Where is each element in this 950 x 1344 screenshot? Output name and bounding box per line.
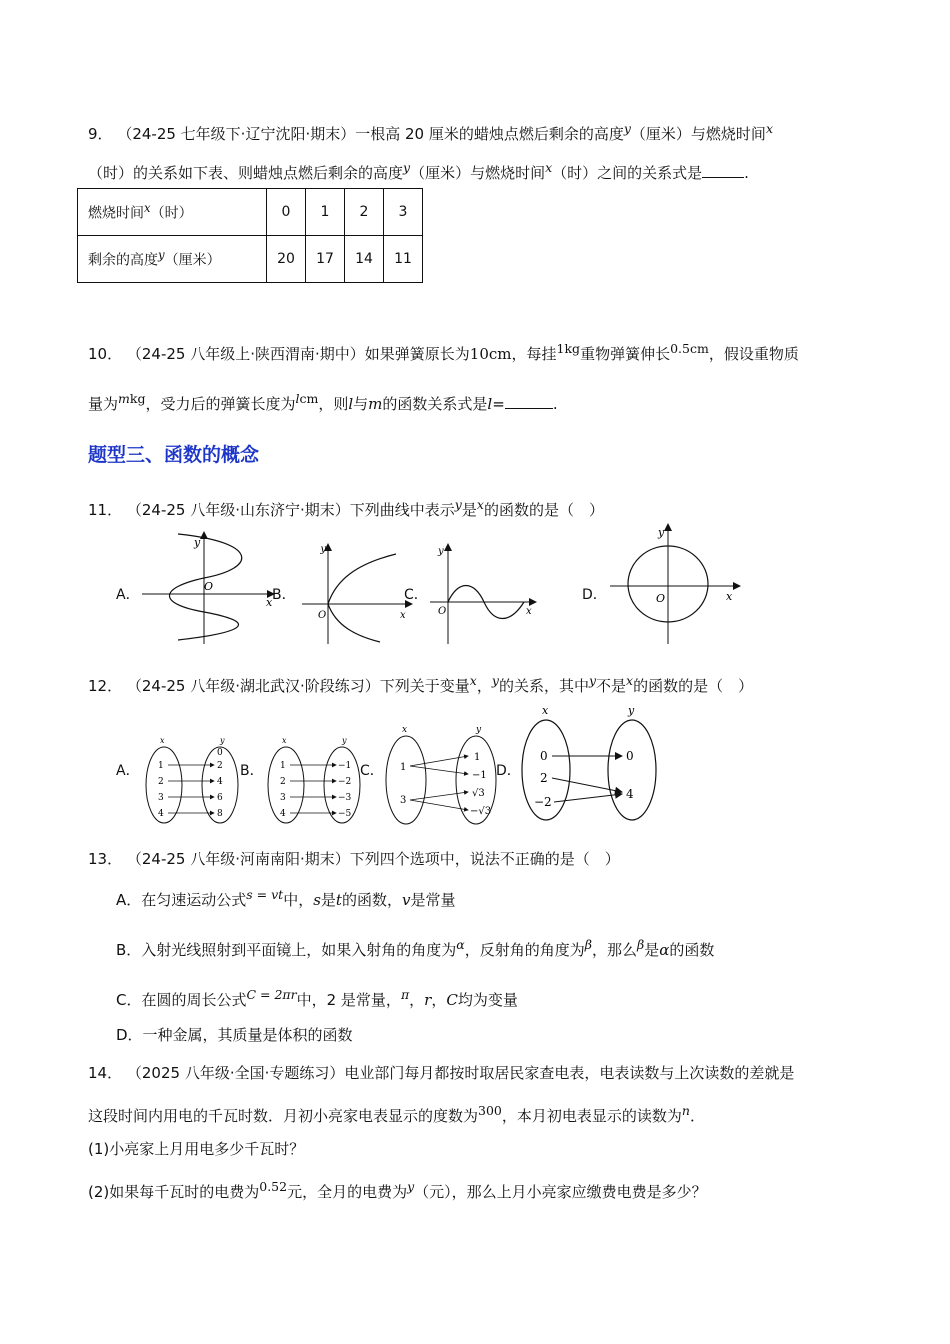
svg-text:−√3: −√3	[470, 806, 492, 817]
svg-text:2: 2	[280, 777, 286, 787]
svg-text:8: 8	[217, 809, 223, 819]
q12-text-c: 的关系，其中	[498, 677, 589, 695]
q9-line2-var-y: y	[403, 160, 411, 175]
origin-label: O	[204, 580, 214, 593]
q9-table	[77, 188, 423, 283]
svg-text:0: 0	[217, 748, 223, 758]
q10-source: （24-25 八年级上·陕西渭南·期中）	[126, 345, 365, 363]
q13-number: 13．	[88, 850, 123, 868]
q10-answer-blank[interactable]	[505, 394, 553, 409]
q10-text-b: ，每挂	[511, 345, 557, 363]
q10-var-m: m	[118, 391, 130, 406]
x-set-label: x	[402, 725, 408, 735]
q9-time-0: 0	[267, 189, 306, 236]
q11-option-d[interactable]: D．	[582, 587, 607, 603]
q9-height-2: 14	[345, 236, 384, 283]
q12-mapping-d	[518, 702, 658, 824]
q12-option-c[interactable]: C．	[360, 763, 384, 779]
svg-text:6: 6	[217, 793, 223, 803]
q11-graph-c	[428, 540, 542, 646]
q14-text-2b: ，本月初电表显示的读数为	[501, 1107, 682, 1125]
q12-text-e: 的函数的是（ ）	[633, 677, 754, 695]
svg-text:1: 1	[400, 762, 407, 773]
q9-time-1: 1	[306, 189, 345, 236]
q11-text-a: 下列曲线中表示	[349, 501, 455, 519]
x-set-label: x	[542, 704, 549, 717]
q10-text-g: ，则	[318, 395, 349, 413]
q12-line	[88, 670, 753, 697]
q12-option-b[interactable]: B．	[240, 763, 264, 779]
q12-option-d[interactable]: D．	[496, 763, 521, 779]
q14-line2	[88, 1100, 705, 1127]
q9-time-2: 2	[345, 189, 384, 236]
q11-option-a[interactable]: A．	[116, 587, 140, 603]
q12-var-x: x	[469, 673, 477, 688]
q12-text-b: ，	[476, 677, 492, 695]
q12-var-y2: y	[588, 673, 597, 688]
q13-option-a[interactable]: A．在匀速运动公式$^{s = vt}$中，s是t的函数，v是常量	[116, 887, 456, 909]
svg-text:3: 3	[158, 793, 164, 803]
q12-source: （24-25 八年级·湖北武汉·阶段练习）	[126, 677, 380, 695]
q11-var-x: x	[476, 497, 484, 512]
svg-text:4: 4	[280, 809, 286, 819]
q14-sub2-c: （元），那么上月小亮家应缴费电费是多少？	[414, 1183, 707, 1201]
q11-option-c[interactable]: C．	[404, 587, 428, 603]
table-row	[78, 189, 423, 236]
q10-var-l3: l	[487, 395, 493, 413]
origin-label: O	[318, 610, 327, 621]
q10-extension: 0.5cm	[670, 341, 709, 356]
y-set-label: y	[342, 736, 347, 745]
q14-sub1: (1)小亮家上月用电多少千瓦时？	[88, 1140, 305, 1158]
q11-graph-d	[606, 520, 746, 646]
q13-option-c[interactable]: C．在圆的周长公式$^{C = 2\pi r}$中，2 是常量，$^\pi$，r，C均为变量	[116, 987, 518, 1009]
q9-row1-label: 燃烧时间$^x$（时）	[78, 189, 267, 236]
y-label: y	[438, 546, 444, 557]
origin-label: O	[438, 606, 447, 617]
svg-text:0: 0	[626, 749, 634, 763]
q10-text-i: 的函数关系式是	[382, 395, 488, 413]
q11-source: （24-25 八年级·山东济宁·期末）	[126, 501, 350, 519]
q10-period: .	[552, 395, 558, 413]
q14-text-2a: 这段时间内用电的千瓦时数．月初小亮家电表显示的度数为	[88, 1107, 479, 1125]
q9-var-x: x	[765, 121, 773, 136]
q10-text-e: 量为	[88, 395, 119, 413]
svg-text:3: 3	[400, 795, 407, 806]
y-label: y	[194, 536, 201, 549]
q9-line2-var-x: x	[545, 160, 553, 175]
origin-label: O	[656, 592, 666, 605]
q9-line1	[88, 118, 773, 145]
svg-text:2: 2	[217, 761, 223, 771]
y-label: y	[320, 544, 326, 555]
q14-price: 0.52	[259, 1179, 288, 1194]
q11-graph-b	[296, 540, 416, 646]
q10-mass: 1kg	[556, 341, 581, 356]
q9-period: .	[744, 164, 749, 182]
q12-text-d: 不是	[596, 677, 627, 695]
q9-source: （24-25 七年级下·辽宁沈阳·期末）	[117, 125, 356, 143]
svg-text:1: 1	[474, 752, 481, 763]
q14-sub2	[88, 1176, 707, 1203]
q11-text-c: 的函数的是（ ）	[483, 501, 604, 519]
q10-line2	[88, 388, 558, 415]
svg-text:3: 3	[280, 793, 286, 803]
q9-answer-blank[interactable]	[702, 163, 744, 178]
svg-text:√3: √3	[472, 788, 485, 799]
q10-var-m2: m	[368, 395, 383, 413]
x-label: x	[266, 596, 273, 609]
q10-text-a: 如果弹簧原长为	[364, 345, 470, 363]
q9-text-unit: （厘米）与燃烧时间	[630, 125, 766, 143]
table-row	[78, 236, 423, 283]
q9-line2-b: （厘米）与燃烧时间	[410, 164, 546, 182]
q10-text-c: 重物弹簧伸长	[580, 345, 671, 363]
q12-mapping-b	[262, 735, 362, 827]
q9-height-3: 11	[384, 236, 423, 283]
q14-var-y: y	[407, 1179, 415, 1194]
q12-mapping-c	[382, 722, 498, 828]
q14-var-n: n	[681, 1103, 690, 1118]
q9-height-1: 17	[306, 236, 345, 283]
svg-text:−2: −2	[338, 777, 352, 787]
svg-text:−1: −1	[338, 761, 352, 771]
q13-option-d[interactable]: D．一种金属，其质量是体积的函数	[116, 1026, 353, 1044]
q11-line	[88, 494, 604, 521]
x-label: x	[526, 606, 532, 617]
svg-text:−2: −2	[534, 795, 552, 809]
q10-unit-cm: cm	[299, 391, 319, 406]
svg-text:−3: −3	[338, 793, 352, 803]
q12-mapping-a	[140, 735, 240, 827]
y-set-label: y	[476, 725, 482, 735]
q13-source: （24-25 八年级·河南南阳·期末）	[126, 850, 350, 868]
q12-var-x2: x	[626, 673, 634, 688]
y-set-label: y	[628, 704, 635, 717]
x-label: x	[400, 610, 406, 621]
q11-graph-a	[138, 528, 280, 646]
q9-line2-c: （时）之间的关系式是	[552, 164, 703, 182]
q14-reading: 300	[478, 1103, 502, 1118]
q10-text-d: ，假设重物质	[708, 345, 799, 363]
q10-number: 10．	[88, 345, 123, 363]
section-heading: 题型三、函数的概念	[88, 444, 260, 466]
svg-text:1: 1	[280, 761, 286, 771]
x-label: x	[726, 590, 733, 603]
svg-text:2: 2	[540, 771, 548, 785]
q9-text: 一根高 20 厘米的蜡烛点燃后剩余的高度	[355, 125, 624, 143]
q9-time-3: 3	[384, 189, 423, 236]
svg-text:−5: −5	[338, 809, 352, 819]
q14-period: ．	[689, 1107, 705, 1125]
svg-text:2: 2	[158, 777, 164, 787]
q10-text-h: 与	[353, 395, 369, 413]
q14-sub2-a: (2)如果每千瓦时的电费为	[88, 1183, 260, 1201]
q12-var-y: y	[491, 673, 499, 688]
svg-text:4: 4	[217, 777, 223, 787]
q13-option-b[interactable]: B．入射光线照射到平面镜上，如果入射角的角度为$^\alpha$，反射角的角度为$^\beta$，那么$^\beta$是α的函数	[116, 937, 715, 959]
svg-text:0: 0	[540, 749, 548, 763]
q10-line1	[88, 338, 799, 365]
q9-line2	[88, 157, 749, 184]
q14-number: 14．	[88, 1064, 123, 1082]
q13-text: 下列四个选项中，说法不正确的是（ ）	[349, 850, 620, 868]
q10-var-l: l	[295, 391, 300, 406]
q10-var-l2: l	[348, 395, 354, 413]
q11-var-y: y	[454, 497, 462, 512]
q12-number: 12．	[88, 677, 123, 695]
x-set-label: x	[282, 736, 287, 745]
svg-text:4: 4	[158, 809, 164, 819]
q9-var-y: y	[623, 121, 631, 136]
q14-sub2-b: 元，全月的电费为	[287, 1183, 408, 1201]
q9-height-0: 20	[267, 236, 306, 283]
x-set-label: x	[160, 736, 165, 745]
q14-text-1: 电业部门每月都按时取居民家查电表，电表读数与上次读数的差就是	[344, 1064, 795, 1082]
q11-option-b[interactable]: B．	[272, 587, 296, 603]
q10-text-f: ，受力后的弹簧长度为	[145, 395, 296, 413]
q12-option-a[interactable]: A．	[116, 763, 140, 779]
svg-text:4: 4	[626, 787, 634, 801]
svg-text:−1: −1	[472, 770, 487, 781]
q9-line2-a: （时）的关系如下表、则蜡烛点燃后剩余的高度	[88, 164, 404, 182]
y-label: y	[658, 526, 665, 539]
q12-text-a: 下列关于变量	[379, 677, 470, 695]
y-set-label: y	[220, 736, 225, 745]
q13-line	[88, 848, 620, 870]
q10-length: 10cm	[469, 345, 512, 363]
q14-line1	[88, 1062, 794, 1084]
q11-number: 11．	[88, 501, 123, 519]
q11-text-b: 是	[461, 501, 477, 519]
q9-row2-label: 剩余的高度$^y$（厘米）	[78, 236, 267, 283]
q9-number: 9．	[88, 125, 113, 143]
q10-unit-kg: kg	[129, 391, 146, 406]
q10-equals: =	[492, 395, 505, 413]
svg-text:1: 1	[158, 761, 164, 771]
q14-source: （2025 八年级·全国·专题练习）	[126, 1064, 345, 1082]
